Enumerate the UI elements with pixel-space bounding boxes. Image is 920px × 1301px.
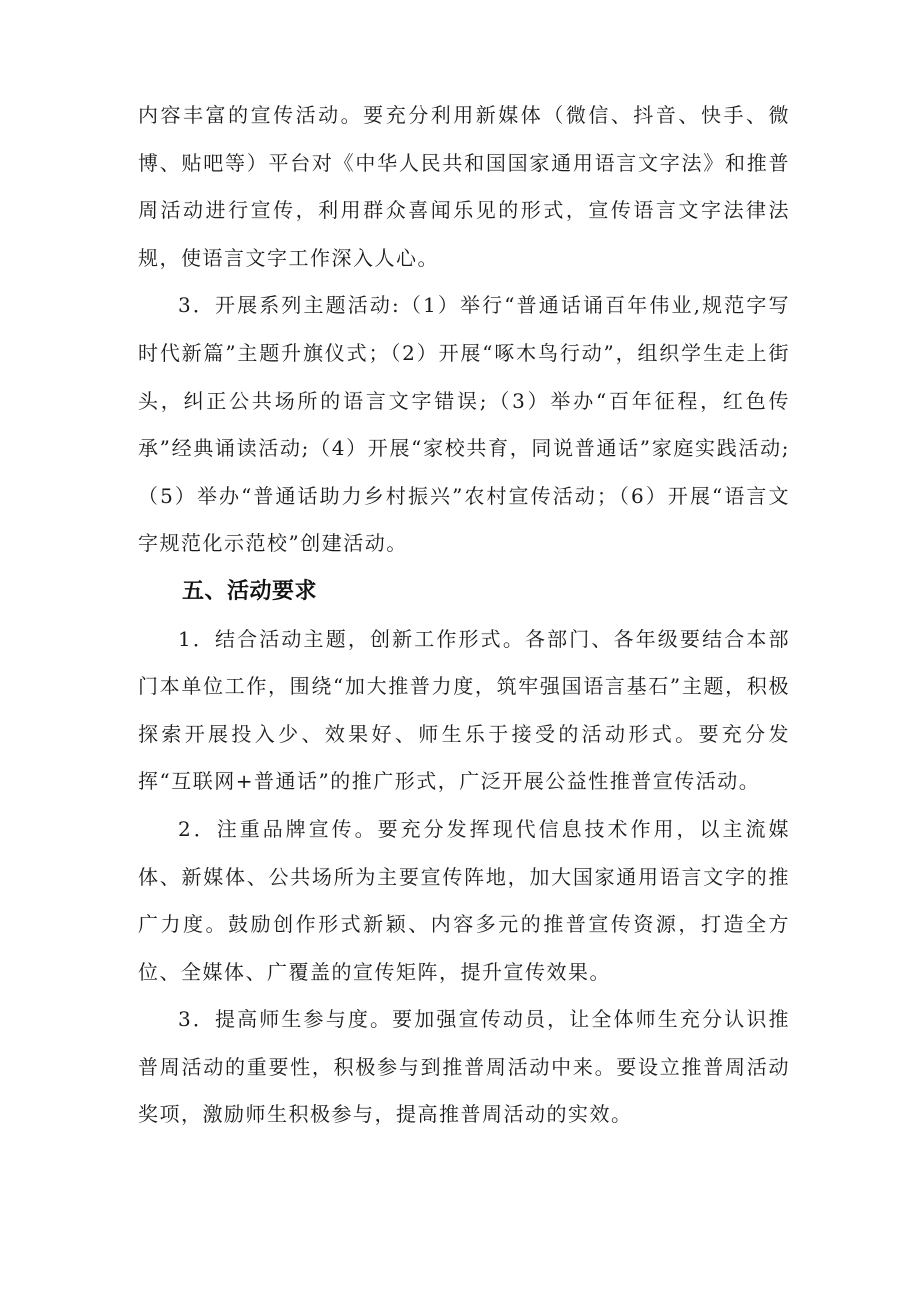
paragraph-continued: 内容丰富的宣传活动。要充分利用新媒体（微信、抖音、快手、微博、贴吧等）平台对《中华人民共和国国家通用语言文字法》和推普周活动进行宣传，利用群众喜闻乐见的形式，宣传语言文字法律法规，使语言文字工作深入人心。	[138, 103, 790, 270]
paragraph-requirement-3: 3．提高师生参与度。要加强宣传动员，让全体师生充分认识推普周活动的重要性，积极参与到推普周活动中来。要设立推普周活动奖项，激励师生积极参与，提高推普周活动的实效。	[138, 1007, 790, 1127]
section-heading: 五、活动要求	[182, 578, 318, 604]
document-body	[138, 92, 790, 1139]
paragraph-requirement-1: 1．结合活动主题，创新工作形式。各部门、各年级要结合本部门本单位工作，围绕“加大推普力度，筑牢强国语言基石”主题，积极探索开展投入少、效果好、师生乐于接受的活动形式。要充分发挥“互联网+普通话”的推广形式，广泛开展公益性推普宣传活动。	[138, 626, 790, 794]
paragraph-requirement-2: 2．注重品牌宣传。要充分发挥现代信息技术作用，以主流媒体、新媒体、公共场所为主要宣传阵地，加大国家通用语言文字的推广力度。鼓励创作形式新颖、内容多元的推普宣传资源，打造全方位、全媒体、广覆盖的宣传矩阵，提升宣传效果。	[138, 816, 790, 984]
paragraph-theme-activities: 3．开展系列主题活动:（1）举行“普通话诵百年伟业,规范字写时代新篇”主题升旗仪式；（2）开展“啄木鸟行动”，组织学生走上街头，纠正公共场所的语言文字错误;（3）举办“百年征程，红色传承”经典诵读活动;（4）开展“家校共育，同说普通话”家庭实践活动;（5）举办“普通话助力乡村振兴”农村宣传活动；（6）开展“语言文字规范化示范校”创建活动。	[138, 293, 790, 556]
